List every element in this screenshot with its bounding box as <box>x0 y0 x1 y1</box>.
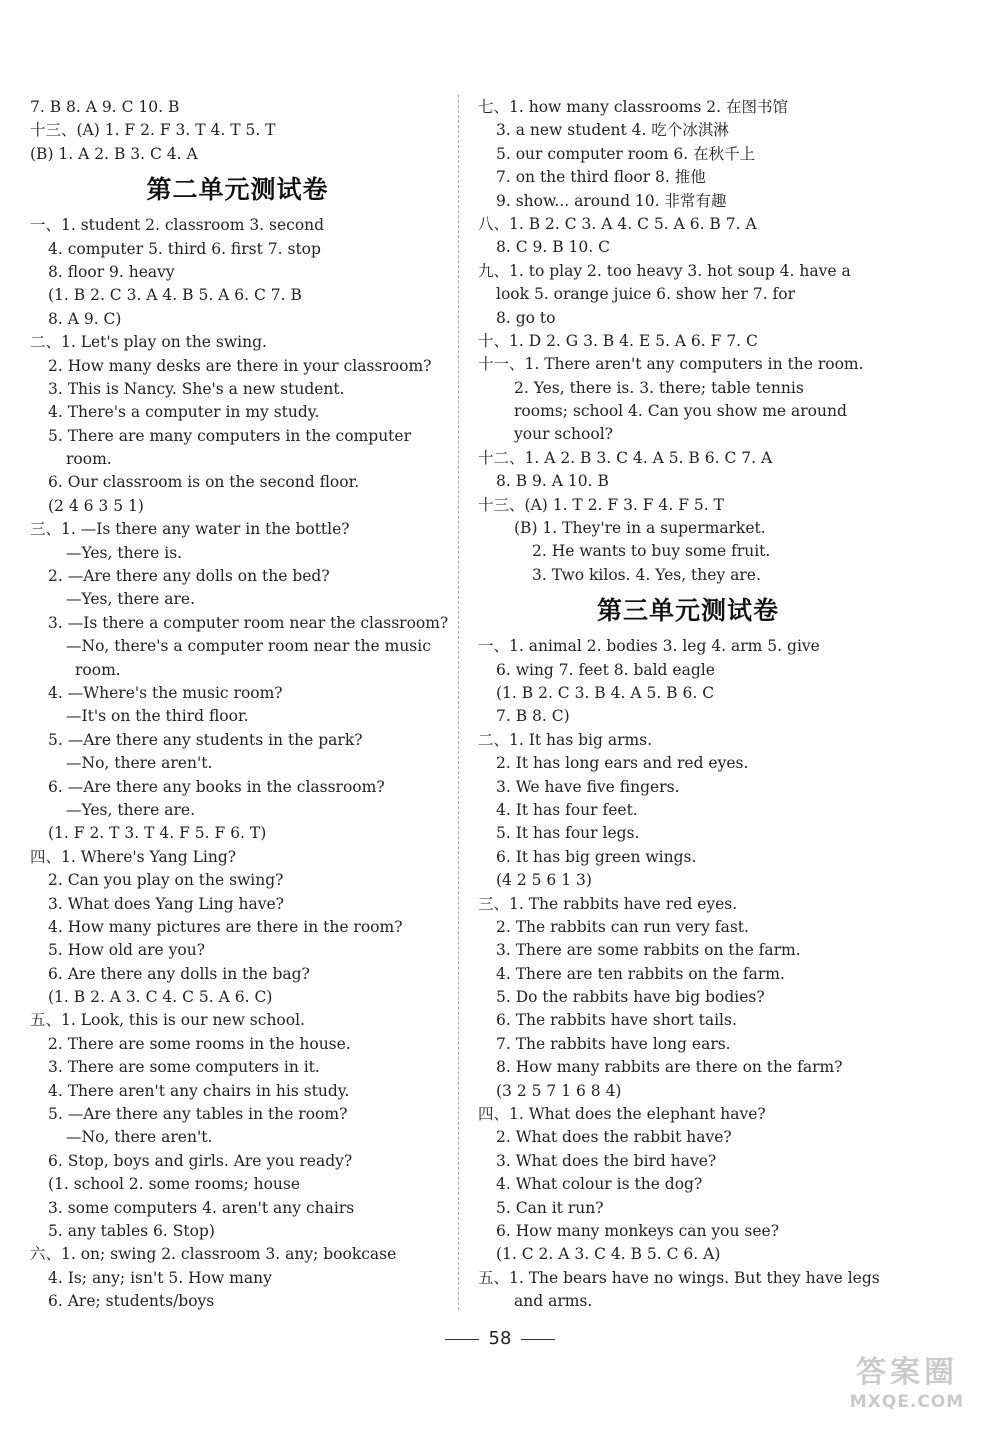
answer-line: 一、1. student 2. classroom 3. second <box>30 216 325 235</box>
answer-line: 4. computer 5. third 6. first 7. stop <box>48 239 321 258</box>
answer-line: (1. F 2. T 3. T 4. F 5. F 6. T) <box>48 824 267 843</box>
answer-line: (1. B 2. C 3. B 4. A 5. B 6. C <box>496 683 715 702</box>
answer-line: 6. How many monkeys can you see? <box>496 1221 780 1240</box>
answer-line: 3. some computers 4. aren't any chairs <box>48 1198 355 1217</box>
answer-line: 2. How many desks are there in your classroom? <box>48 356 432 375</box>
answer-line: your school? <box>514 425 613 444</box>
answer-line: 4. There are ten rabbits on the farm. <box>496 964 785 983</box>
dash-left <box>445 1339 479 1340</box>
answer-line: 7. B 8. C) <box>496 707 570 726</box>
answer-line: (B) 1. They're in a supermarket. <box>514 519 766 538</box>
answer-line: look 5. orange juice 6. show her 7. for <box>496 285 796 304</box>
answer-line: 一、1. animal 2. bodies 3. leg 4. arm 5. give <box>478 637 820 656</box>
answer-line: room. <box>75 660 121 679</box>
answer-line: 2. There are some rooms in the house. <box>48 1034 351 1053</box>
answer-line: 4. What colour is the dog? <box>496 1175 703 1194</box>
answer-line: (1. C 2. A 3. C 4. B 5. C 6. A) <box>496 1245 721 1264</box>
right-column <box>478 96 898 1314</box>
answer-line: (1. school 2. some rooms; house <box>48 1175 301 1194</box>
answer-line: (3 2 5 7 1 6 8 4) <box>496 1081 622 1100</box>
answer-line: 3. There are some rabbits on the farm. <box>496 941 801 960</box>
answer-line: (2 4 6 3 5 1) <box>48 496 144 515</box>
section-title: 第二单元测试卷 <box>146 175 329 205</box>
answer-line: (1. B 2. C 3. A 4. B 5. A 6. C 7. B <box>48 286 302 305</box>
answer-line: 6. Stop, boys and girls. Are you ready? <box>48 1151 353 1170</box>
answer-line: 3. Two kilos. 4. Yes, they are. <box>532 565 761 584</box>
answer-line: 三、1. —Is there any water in the bottle? <box>30 520 350 539</box>
answer-line: 2. Can you play on the swing? <box>48 871 284 890</box>
answer-line: 8. go to <box>496 308 556 327</box>
answer-line: 2. He wants to buy some fruit. <box>532 542 771 561</box>
answer-line: 5. There are many computers in the computer <box>48 426 411 445</box>
answer-line: 二、1. Let's play on the swing. <box>30 333 267 352</box>
answer-line: 十二、1. A 2. B 3. C 4. A 5. B 6. C 7. A <box>478 448 773 467</box>
answer-line: 4. How many pictures are there in the room? <box>48 917 403 936</box>
answer-line: 十三、(A) 1. F 2. F 3. T 4. T 5. T <box>30 121 276 140</box>
answer-line: 六、1. on; swing 2. classroom 3. any; bookcase <box>30 1245 397 1264</box>
answer-line: 四、1. Where's Yang Ling? <box>30 847 237 866</box>
answer-line: 6. The rabbits have short tails. <box>496 1011 737 1030</box>
watermark-logo <box>832 1355 982 1417</box>
answer-line: rooms; school 4. Can you show me around <box>514 402 847 421</box>
answer-line: 6. wing 7. feet 8. bald eagle <box>496 660 715 679</box>
answer-line: 4. Is; any; isn't 5. How many <box>48 1268 272 1287</box>
dash-right <box>521 1339 555 1340</box>
answer-line: 3. There are some computers in it. <box>48 1058 320 1077</box>
answer-line: 2. It has long ears and red eyes. <box>496 754 749 773</box>
answer-line: 7. on the third floor 8. 推他 <box>496 168 706 187</box>
answer-line: —Yes, there are. <box>66 800 196 819</box>
page-number-text: 58 <box>488 1328 512 1349</box>
answer-line: 4. There aren't any chairs in his study. <box>48 1081 350 1100</box>
answer-line: 五、1. The bears have no wings. But they have legs <box>478 1268 880 1287</box>
answer-line: 3. —Is there a computer room near the classroom? <box>48 613 449 632</box>
answer-line: 七、1. how many classrooms 2. 在图书馆 <box>478 98 788 116</box>
answer-line: 3. What does Yang Ling have? <box>48 894 284 913</box>
answer-line: and arms. <box>514 1292 593 1311</box>
answer-line: 8. How many rabbits are there on the farm? <box>496 1058 843 1077</box>
answer-line: (1. B 2. A 3. C 4. C 5. A 6. C) <box>48 988 273 1007</box>
answer-line: 5. It has four legs. <box>496 824 640 843</box>
left-column <box>30 96 449 1314</box>
answer-line: (B) 1. A 2. B 3. C 4. A <box>30 144 198 163</box>
answer-line: (4 2 5 6 1 3) <box>496 871 592 890</box>
answer-line: 八、1. B 2. C 3. A 4. C 5. A 6. B 7. A <box>478 214 757 233</box>
answer-line: 6. Our classroom is on the second floor. <box>48 473 360 492</box>
answer-line: room. <box>66 450 112 469</box>
answer-line: 2. —Are there any dolls on the bed? <box>48 567 330 586</box>
answer-line: 5. —Are there any tables in the room? <box>48 1105 348 1124</box>
answer-line: 2. Yes, there is. 3. there; table tennis <box>514 378 804 397</box>
answer-line: 十一、1. There aren't any computers in the room. <box>478 355 864 374</box>
answer-line: 三、1. The rabbits have red eyes. <box>478 894 738 913</box>
answer-line: 8. C 9. B 10. C <box>496 238 610 257</box>
answer-line: 2. The rabbits can run very fast. <box>496 917 749 936</box>
section-title: 第三单元测试卷 <box>596 596 779 626</box>
answer-line: —No, there aren't. <box>66 754 213 773</box>
answer-line: 2. What does the rabbit have? <box>496 1128 732 1147</box>
answer-line: 九、1. to play 2. too heavy 3. hot soup 4. have a <box>478 261 851 280</box>
answer-line: 4. —Where's the music room? <box>48 683 283 702</box>
answer-line: 十三、(A) 1. T 2. F 3. F 4. F 5. T <box>478 495 724 514</box>
answer-line: 五、1. Look, this is our new school. <box>30 1011 305 1030</box>
answer-line: 8. B 9. A 10. B <box>496 472 609 491</box>
answer-line: 四、1. What does the elephant have? <box>478 1105 766 1124</box>
answer-line: 9. show... around 10. 非常有趣 <box>496 191 727 210</box>
answer-line: —Yes, there is. <box>66 543 183 562</box>
answer-line: 5. How old are you? <box>48 941 206 960</box>
answer-line: 6. Are; students/boys <box>48 1292 215 1311</box>
answer-line: 6. Are there any dolls in the bag? <box>48 964 310 983</box>
answer-line: 3. We have five fingers. <box>496 777 680 796</box>
answer-line: 6. —Are there any books in the classroom? <box>48 777 385 796</box>
answer-line: 7. The rabbits have long ears. <box>496 1034 731 1053</box>
answer-line: 6. It has big green wings. <box>496 847 697 866</box>
watermark-bottom: MXQE.COM <box>849 1392 965 1412</box>
answer-line: —No, there's a computer room near the music <box>66 637 431 656</box>
answer-line: 十、1. D 2. G 3. B 4. E 5. A 6. F 7. C <box>478 331 758 350</box>
answer-line: 5. Can it run? <box>496 1198 604 1217</box>
answer-line: 8. A 9. C) <box>48 309 122 328</box>
answer-line: 7. B 8. A 9. C 10. B <box>30 98 180 116</box>
answer-line: 3. This is Nancy. She's a new student. <box>48 379 345 398</box>
answer-line: 8. floor 9. heavy <box>48 262 175 281</box>
answer-line: 3. a new student 4. 吃个冰淇淋 <box>496 121 729 140</box>
answer-line: 3. What does the bird have? <box>496 1151 717 1170</box>
answer-line: 5. any tables 6. Stop) <box>48 1221 215 1240</box>
answer-line: —It's on the third floor. <box>66 707 249 726</box>
answer-line: 4. It has four feet. <box>496 800 638 819</box>
watermark-top: 答案圈 <box>856 1355 958 1390</box>
answer-line: —Yes, there are. <box>66 590 196 609</box>
answer-line: 4. There's a computer in my study. <box>48 403 320 422</box>
answer-line: 5. —Are there any students in the park? <box>48 730 363 749</box>
answer-line: 5. our computer room 6. 在秋千上 <box>496 144 756 163</box>
answer-line: 二、1. It has big arms. <box>478 730 653 749</box>
column-divider <box>458 95 459 1310</box>
answer-line: 5. Do the rabbits have big bodies? <box>496 988 765 1007</box>
page-number <box>0 1328 1000 1349</box>
answer-line: —No, there aren't. <box>66 1128 213 1147</box>
